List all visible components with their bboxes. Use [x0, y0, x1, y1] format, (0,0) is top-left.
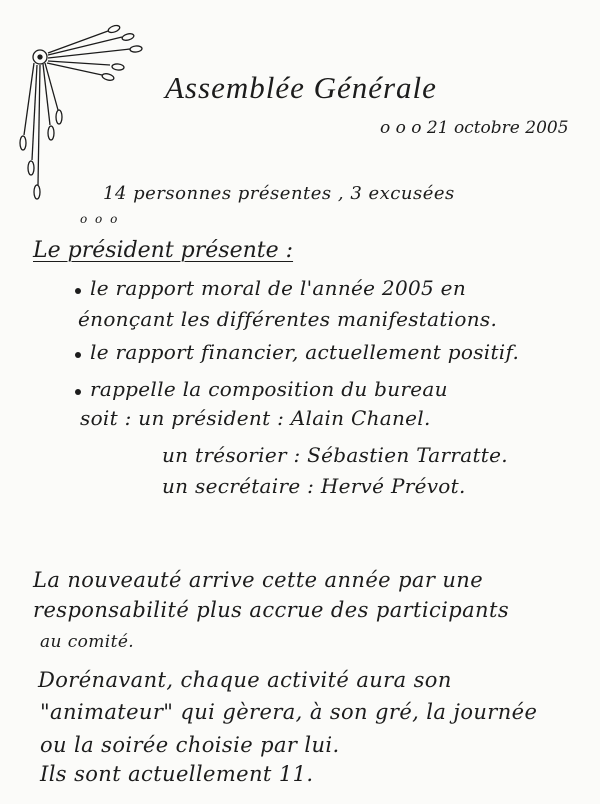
- bullet-icon: [75, 389, 81, 395]
- paragraph-line: au comité.: [40, 632, 135, 652]
- document-date: o o o 21 octobre 2005: [380, 118, 569, 138]
- bullet-icon: [75, 288, 81, 294]
- president-heading: Le président présente :: [33, 238, 294, 263]
- paragraph-line: "animateur" qui gèrera, à son gré, la journée: [40, 700, 538, 724]
- paragraph-line: Ils sont actuellement 11.: [40, 762, 314, 786]
- paragraph-line: La nouveauté arrive cette année par une: [33, 568, 484, 592]
- item-moral-report-line2: énonçant les différentes manifestations.: [78, 307, 498, 331]
- paragraph-line: ou la soirée choisie par lui.: [40, 733, 340, 757]
- item-bureau-secretary: un secrétaire : Hervé Prévot.: [162, 474, 466, 498]
- bullet-icon: [75, 352, 81, 358]
- item-moral-report-line1: le rapport moral de l'année 2005 en: [90, 276, 466, 300]
- item-bureau-composition-line1: rappelle la composition du bureau: [90, 377, 448, 401]
- paragraph-line: responsabilité plus accrue des participants: [33, 598, 509, 622]
- sun-rays-ornament-icon: [10, 15, 170, 200]
- item-bureau-treasurer: un trésorier : Sébastien Tarratte.: [162, 443, 508, 467]
- decorative-dots: o o o: [80, 212, 120, 226]
- document-title: Assemblée Générale: [165, 70, 437, 105]
- item-bureau-president: soit : un président : Alain Chanel.: [80, 406, 431, 430]
- attendance-line: 14 personnes présentes , 3 excusées: [103, 183, 455, 204]
- paragraph-line: Dorénavant, chaque activité aura son: [38, 668, 452, 692]
- item-financial-report: le rapport financier, actuellement positif.: [90, 340, 520, 364]
